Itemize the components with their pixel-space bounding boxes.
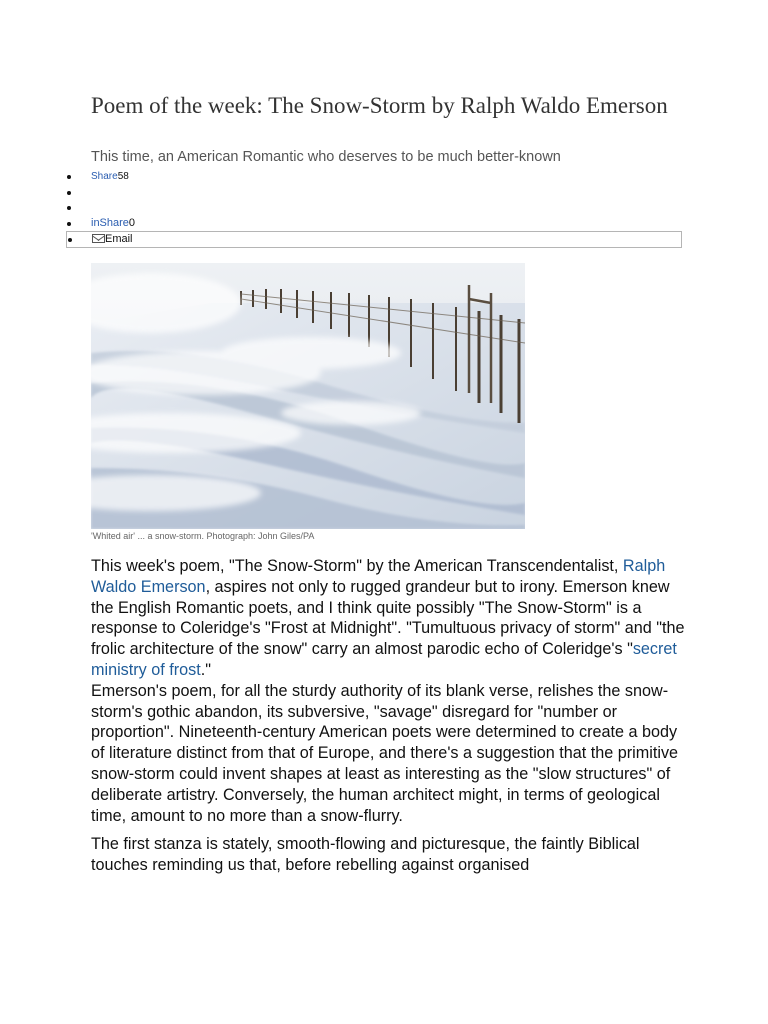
secret-ministry-link[interactable]: secret ministry of frost (91, 640, 677, 679)
paragraph-3: The first stanza is stately, smooth-flowing and picturesque, the faintly Biblical touches reminding us that, before rebelling against organised (91, 835, 640, 875)
share-item-empty (66, 200, 686, 216)
snowstorm-photo (91, 263, 525, 529)
bullet (67, 206, 71, 210)
bullet (67, 175, 71, 179)
article-title: Poem of the week: The Snow-Storm by Ralph Waldo Emerson (91, 93, 668, 118)
bullet (68, 238, 72, 242)
share-item-empty (66, 185, 686, 201)
photo-caption: 'Whited air' ... a snow-storm. Photograph: John Giles/PA (91, 531, 315, 541)
bullet (67, 191, 71, 195)
share-button[interactable]: Share (91, 171, 118, 182)
inshare-count: 0 (128, 216, 136, 229)
paragraph-text: This week's poem, "The Snow-Storm" by the American Transcendentalist, (91, 557, 623, 575)
article-photo (91, 263, 525, 529)
email-label[interactable]: Email (105, 233, 133, 245)
article-subtitle: This time, an American Romantic who deserves to be much better-known (91, 149, 561, 165)
paragraph-2: Emerson's poem, for all the sturdy authority of its blank verse, relishes the snow-storm's gothic abandon, its subversive, "savage" disregard for "number or proportion". Nineteenth-century American poets were determined to create a body of literature distinct from that of Europe, and there's a suggestion that the primitive snow-storm could invent shapes at least as interesting as the "slow structures" of deliberate artistry. Conversely, the human architect might, in terms of geological time, amount to no more than a snow-flurry. (91, 681, 679, 825)
share-count: 58 (117, 171, 129, 182)
bullet (67, 222, 71, 226)
article-body (91, 556, 691, 876)
share-list (66, 169, 686, 248)
emerson-link[interactable]: Ralph Waldo Emerson (91, 557, 666, 596)
paragraph-1 (91, 556, 691, 681)
email-item[interactable] (66, 231, 682, 248)
inshare-item (66, 216, 686, 232)
paragraph-text: , aspires not only to rugged grandeur but to irony. Emerson knew the English Romantic poets, and I think quite possibly "The Snow-Storm" is a response to Coleridge's "Frost at Midnight". "Tumultuous privacy of storm" and "the frolic architecture of the snow" carry an almost parodic echo of Coleridge's " (91, 577, 685, 659)
share-item (66, 169, 686, 185)
envelope-icon (92, 234, 105, 243)
inshare-button[interactable]: inShare (91, 216, 129, 229)
paragraph-text: ." (200, 660, 211, 679)
